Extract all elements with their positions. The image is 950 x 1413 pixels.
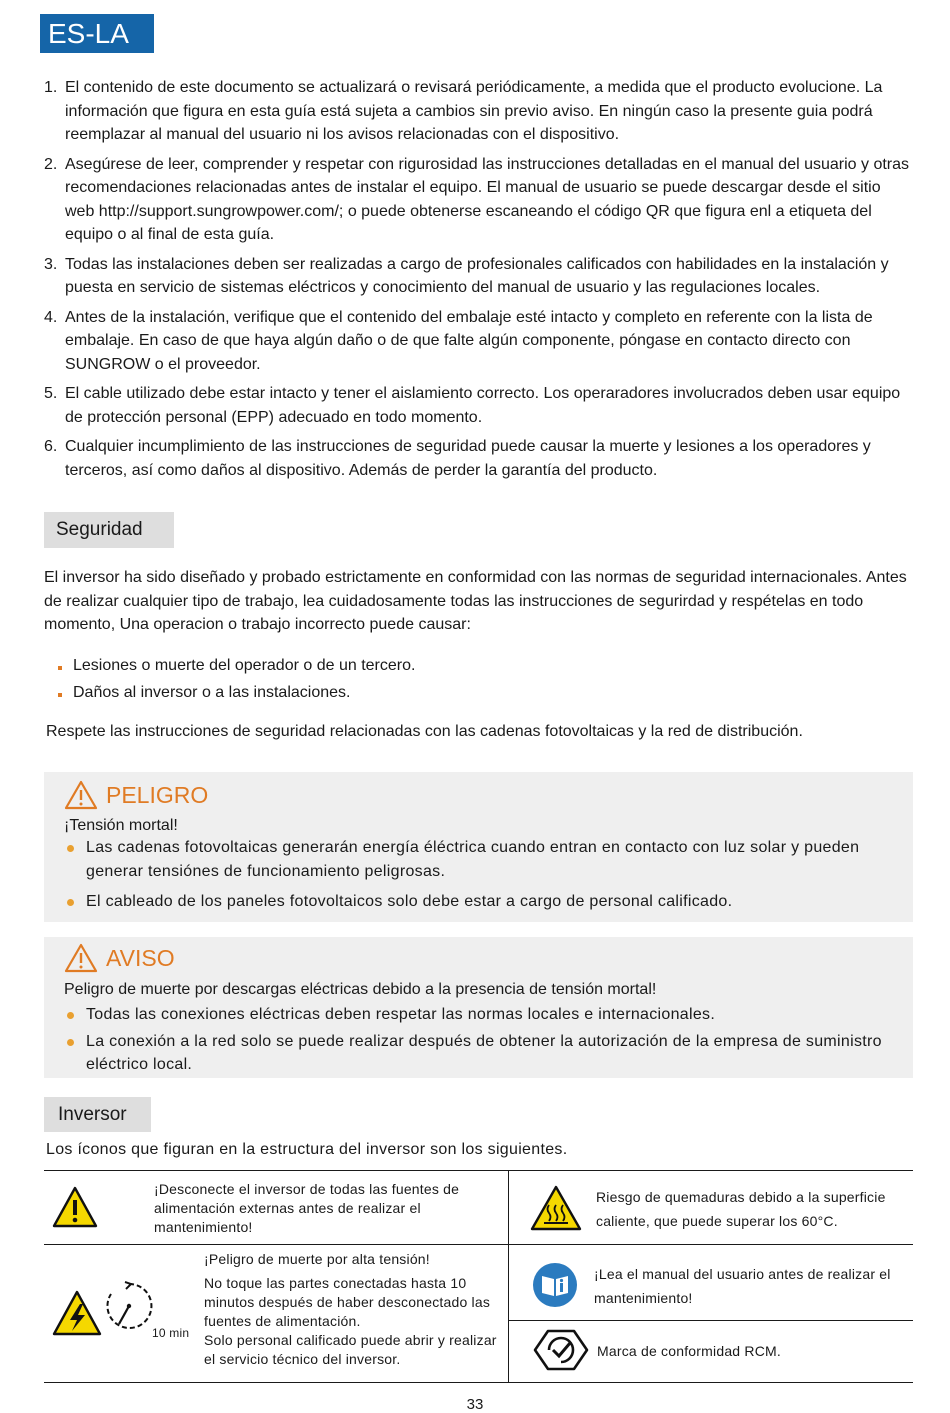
notice-box [44,937,913,1078]
list-item: 2. Asegúrese de leer, comprender y respetar con rigurosidad las instrucciones detalladas en el manual del usuario y otras recomendaciones relacionadas antes de instalar el equipo. El manual de usuario se puede descargar desde el sitio web http://support.sungrowpower.com/; o puede obtenerse escaneando el código QR que figura enl a etiqueta del equipo o al final de esta guía. [44,155,910,243]
danger-box [44,772,913,922]
notice-subtitle: Peligro de muerte por descargas eléctricas debido a la presencia de tensión mortal! [64,981,657,998]
high-voltage-body: No toque las partes conectadas hasta 10 minutos después de haber desconectado las fuentes de alimentación. [204,1275,491,1329]
timer-label: 10 min [152,1326,190,1340]
intro-list [44,76,914,488]
danger-title: PELIGRO [106,781,209,808]
hot-surface-text: Riesgo de quemaduras debido a la superficie caliente, que puede superar los 60°C. [596,1189,886,1229]
safety-heading: Seguridad [44,512,174,548]
high-voltage-title: ¡Peligro de muerte por alta tensión! [204,1251,430,1267]
safety-closing: Respete las instrucciones de seguridad relacionadas con las cadenas fotovoltaicas y la red de distribución. [46,723,803,740]
list-item: Daños al inversor o a las instalaciones. [58,679,415,706]
timer-icon [105,1280,153,1332]
inverter-heading: Inversor [44,1097,151,1132]
warning-triangle-icon [64,943,98,973]
safety-bullets [58,652,415,706]
general-warning-icon [52,1186,98,1228]
list-item: 5. El cable utilizado debe estar intacto y tener el aislamiento correcto. Los operaradores involucrados deben usar equipo de protección personal (EPP) adecuado en todo momento. [44,385,901,426]
list-item: 3. Todas las instalaciones deben ser realizadas a cargo de profesionales calificados con habilidades en la instalación y puesta en servicio de sistemas eléctricos y conocimiento del manual de usuario y las regulaciones locales. [44,255,889,296]
danger-bullets [64,836,894,921]
language-tag: ES-LA [40,14,154,53]
read-manual-icon [532,1262,578,1308]
list-item: 6. Cualquier incumplimiento de las instrucciones de seguridad puede causar la muerte y lesiones a los operadores y terceros, así como daños al dispositivo. Además de perder la garantía del producto. [44,438,871,479]
list-item: 1. El contenido de este documento se actualizará o revisará periódicamente, a medida que el producto evolucione. La información que figura en esta guía está sujeta a cambios sin previo aviso. En ningún caso la presente guia podrá reemplazar al manual del usuario ni los avisos relacionadas con el dispositivo. [44,79,883,143]
list-item: El cableado de los paneles fotovoltaicos solo debe estar a cargo de personal calificado. [64,890,894,914]
high-voltage-extra: Solo personal calificado puede abrir y realizar el servicio técnico del inversor. [204,1332,497,1367]
high-voltage-icon [52,1290,102,1336]
safety-intro: El inversor ha sido diseñado y probado estrictamente en conformidad con las normas de seguridad internacionales. Antes de realizar cualquier tipo de trabajo, lea cuidadosamente todas las instrucciones de segurirdad y respételas en todo momento, Una operacion o trabajo incorrecto puede causar: [44,569,907,633]
page-number: 33 [466,1396,484,1413]
table-divider [508,1320,913,1321]
list-item: Las cadenas fotovoltaicas generarán energía éléctrica cuando entran en contacto con luz solar y pueden generar tensiónes de funcionamiento peligrosas. [64,836,894,883]
notice-bullets [64,1003,894,1084]
notice-title: AVISO [106,944,175,971]
list-item: Lesiones o muerte del operador o de un tercero. [58,652,415,679]
rcm-text: Marca de conformidad RCM. [597,1343,781,1359]
table-divider [44,1170,913,1171]
list-item: Todas las conexiones eléctricas deben respetar las normas locales e internacionales. [64,1003,894,1027]
table-divider [508,1170,509,1382]
danger-subtitle: ¡Tensión mortal! [64,817,178,834]
list-item: 4. Antes de la instalación, verifique que el contenido del embalaje esté intacto y completo en referente con la lista de embalaje. En caso de que haya algún daño o de que falte algún componente, póngase en contacto directo con SUNGROW o el proveedor. [44,308,873,373]
inverter-intro: Los íconos que figuran en la estructura del inversor son los siguientes. [46,1141,568,1158]
disconnect-warning-text: ¡Desconecte el inversor de todas las fuentes de alimentación externas antes de realizar el mantenimiento! [154,1181,460,1235]
hot-surface-icon [530,1185,582,1231]
list-item: La conexión a la red solo se puede realizar después de obtener la autorización de la empresa de suministro eléctrico local. [64,1030,894,1077]
read-manual-text: ¡Lea el manual del usuario antes de realizar el mantenimiento! [594,1266,891,1306]
table-divider [44,1244,913,1245]
table-divider [44,1382,913,1383]
rcm-mark-icon [532,1328,590,1372]
warning-triangle-icon [64,780,98,810]
